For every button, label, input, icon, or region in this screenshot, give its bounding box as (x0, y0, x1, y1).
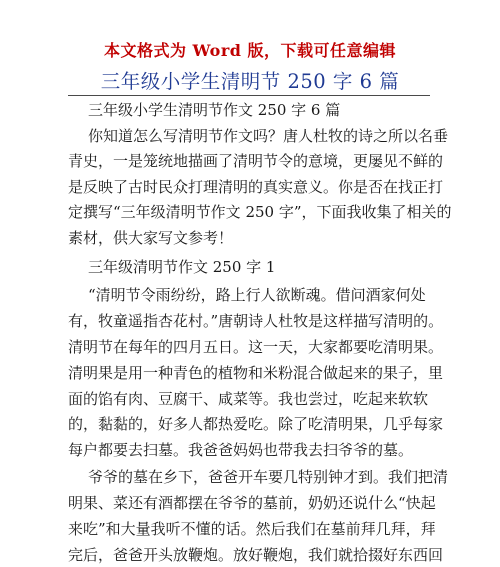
text-line: 三年级小学生清明节作文 250 字 6 篇 (88, 101, 341, 119)
text-line: 来吃”和大量我听不懂的话。然后我们在墓前拜几拜，拜 (68, 520, 436, 538)
text-line: 的，黏黏的，好多人都热爱吃。除了吃清明果，几乎每家 (68, 415, 444, 433)
text-line: 定撰写“三年级清明节作文 250 字”，下面我收集了相关的 (68, 203, 452, 221)
text-line: 完后，爸爸开头放鞭炮。放好鞭炮，我们就拾掇好东西回 (68, 546, 444, 564)
text-line: 有，牧童遥指杏花村。”唐朝诗人杜牧是这样描写清明的。 (68, 312, 444, 330)
text-line: 明果、菜还有酒都摆在爷爷的墓前，奶奶还说什么“快起 (68, 494, 436, 512)
text-line: 爷爷的墓在乡下，爸爸开车要几特别钟才到。我们把清 (88, 468, 449, 486)
text-line: 三年级清明节作文 250 字 1 (88, 258, 276, 276)
text-line: 清明果是用一种青色的植物和米粉混合做起来的果子，里 (68, 364, 444, 382)
text-line: 你知道怎么写清明节作文吗？唐人杜牧的诗之所以名垂 (88, 127, 449, 145)
text-line: 面的馅有肉、豆腐干、咸菜等。我也尝过，吃起来软软 (68, 390, 429, 408)
text-line: 清明节在每年的四月五日。这一天，大家都要吃清明果。 (68, 338, 444, 356)
text-line: 是反映了古时民众打理清明的真实意义。你是否在找正打 (68, 178, 444, 196)
title-divider (68, 95, 430, 96)
edit-notice-banner: 本文格式为 Word 版，下载可任意编辑 (103, 41, 397, 60)
text-line: “清明节令雨纷纷，路上行人欲断魂。借问酒家何处 (88, 286, 426, 304)
text-line: 每户都要去扫墓。我爸爸妈妈也带我去扫爷爷的墓。 (68, 441, 414, 459)
page-title: 三年级小学生清明节 250 字 6 篇 (100, 70, 400, 93)
text-line: 青史，一是笼统地描画了清明节令的意境，更屡见不鲜的 (68, 152, 444, 170)
text-line: 素材，供大家写文参考！ (68, 229, 234, 247)
